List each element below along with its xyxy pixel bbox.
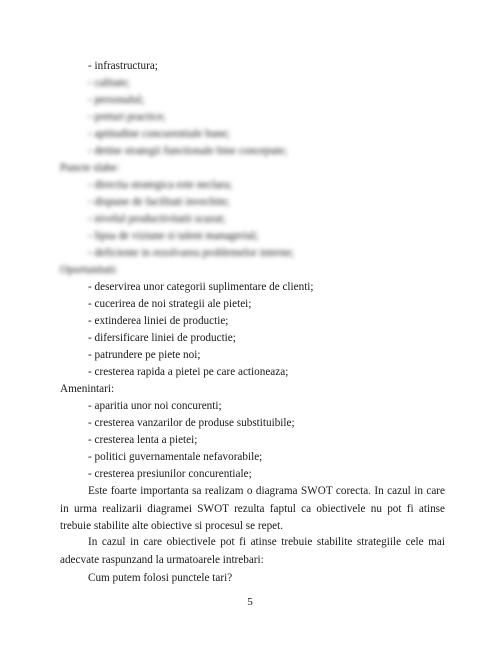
strength-item: - personalul; [88,94,145,106]
threat-item: - cresterea vanzarilor de produse substituibile; [88,417,295,429]
threat-item: - cresterea presiunilor concurentiale; [88,468,252,480]
opportunity-item: - patrundere pe piete noi; [88,349,201,361]
weakness-item: - nivelul productivitatii scazut; [88,213,226,225]
strength-item: - preturi practice; [88,111,166,123]
weakness-item: - directia strategica este neclara; [88,179,233,191]
threat-item: - aparitia unor noi concurenti; [88,400,222,412]
threat-item: - politici guvernamentale nefavorabile; [88,451,263,463]
body-paragraph: In cazul in care obiectivele pot fi atinse trebuie stabilite strategiile cele mai adecvate raspunzand la urmatoarele intrebari: [60,536,445,566]
opportunity-item: - cresterea rapida a pietei pe care actioneaza; [88,366,289,378]
weakness-item: - deficiente in rezolvarea problemelor interne; [88,247,294,259]
strength-item: - detine strategii functionale bine concepute; [88,145,288,157]
strength-item: - calitate; [88,77,130,89]
opportunity-item: - extinderea liniei de productie; [88,315,229,327]
strength-item: - aptitudine concurentiale bune; [88,128,230,140]
opportunity-item: - deservirea unor categorii suplimentare de clienti; [88,281,314,293]
page-number: 5 [247,596,253,608]
question-line: Cum putem folosi punctele tari? [88,572,233,584]
opportunities-heading: Oportunitati: [60,264,118,276]
weakness-item: - lipsa de viziune si talent managerial; [88,230,259,242]
strength-item: - infrastructura; [88,60,158,72]
threats-heading: Amenintari: [60,383,115,395]
body-paragraph: Este foarte importanta sa realizam o diagrama SWOT corecta. In cazul in care in urma realizarii diagramei SWOT rezulta faptul ca obiectivele nu pot fi atinse trebuie stabilite alte obiective si procesul se repet. [60,485,445,532]
opportunity-item: - difersificare liniei de productie; [88,332,236,344]
opportunity-item: - cucerirea de noi strategii ale pietei; [88,298,252,310]
weaknesses-heading: Puncte slabe: [60,162,120,174]
weakness-item: - dispune de facilitati invechite; [88,196,230,208]
threat-item: - cresterea lenta a pietei; [88,434,198,446]
